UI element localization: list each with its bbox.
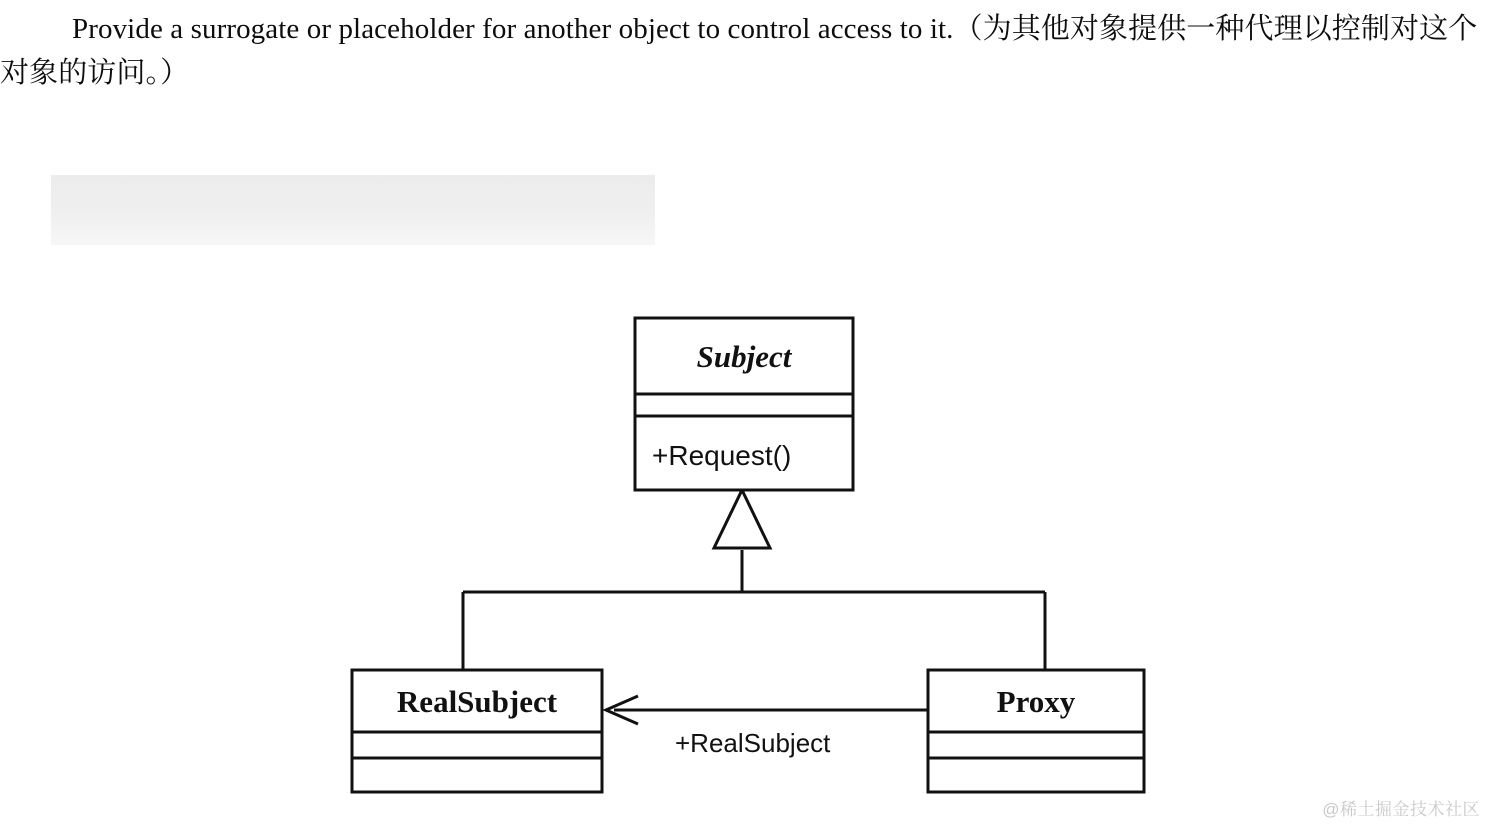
generalization-arrowhead (714, 490, 770, 548)
class-name-subject: Subject (696, 339, 792, 374)
class-box-proxy (928, 670, 1144, 792)
class-method-subject-request: +Request() (652, 440, 792, 471)
association-proxy-realsubject (606, 696, 928, 724)
watermark-text: @稀土掘金技术社区 (1322, 800, 1480, 819)
class-name-realsubject: RealSubject (396, 684, 558, 719)
generalization-connector-lines (463, 550, 1045, 670)
image-placeholder-block (51, 175, 655, 245)
class-box-subject (635, 318, 853, 490)
class-name-proxy: Proxy (996, 684, 1076, 719)
association-label-realsubject: +RealSubject (675, 728, 831, 758)
pattern-description-text: Provide a surrogate or placeholder for another object to control access to it.（为其他对象提供一种代理以控制对这个对象的访问。） (0, 13, 1478, 89)
uml-class-diagram (330, 300, 1170, 810)
class-box-realsubject (352, 670, 602, 792)
